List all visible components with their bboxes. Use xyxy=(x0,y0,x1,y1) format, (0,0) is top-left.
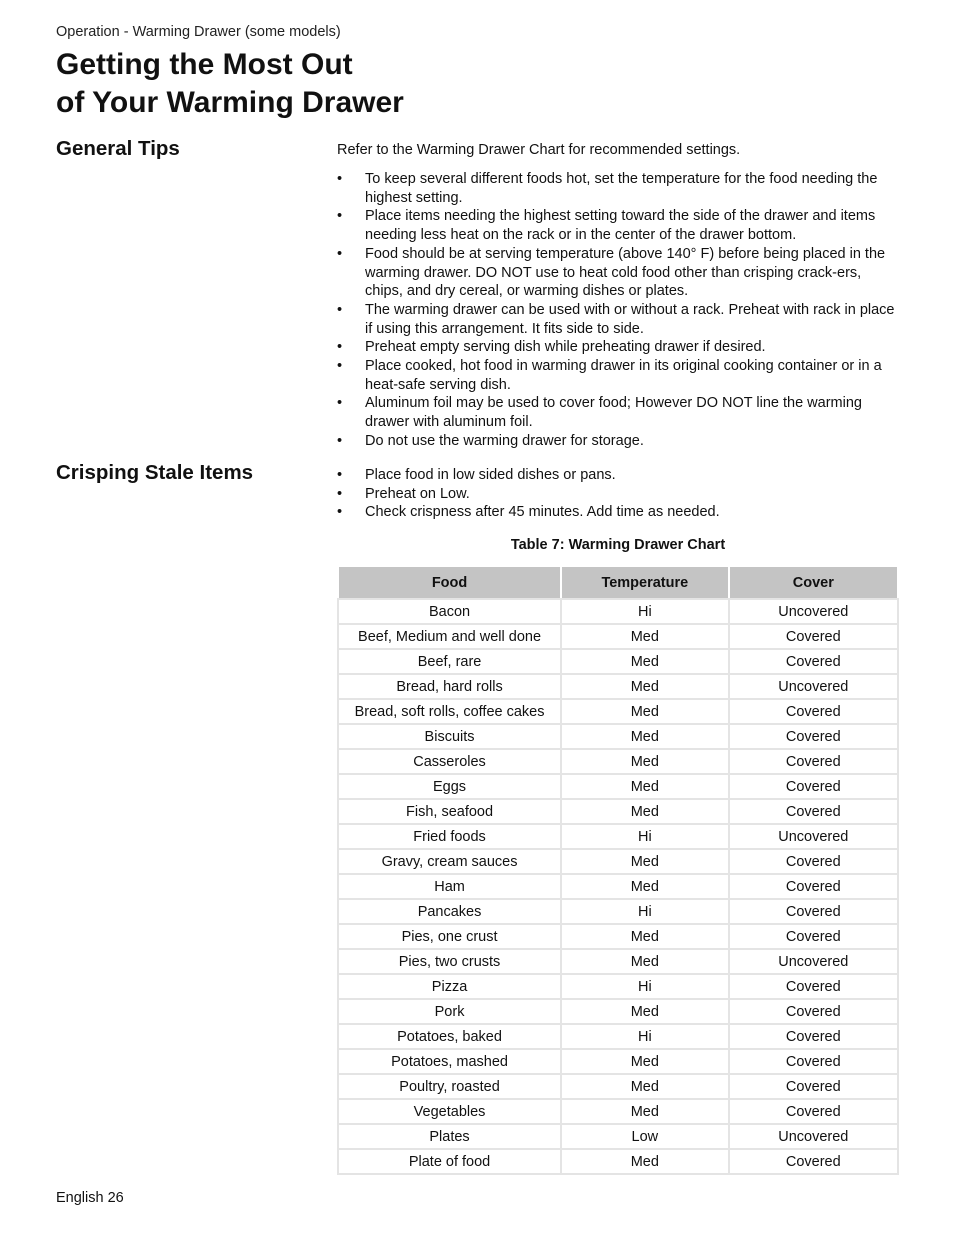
temperature-cell: Med xyxy=(561,874,729,899)
food-cell: Bread, soft rolls, coffee cakes xyxy=(338,699,561,724)
table-row xyxy=(338,1149,898,1174)
list-item-text: Aluminum foil may be used to cover food; However DO NOT line the warming drawer with aluminum foil. xyxy=(365,395,862,431)
list-item-text: Check crispness after 45 minutes. Add time as needed. xyxy=(365,504,720,521)
cover-cell: Covered xyxy=(729,749,898,774)
bullet-icon: • xyxy=(337,171,343,187)
page-number: English 26 xyxy=(56,1190,124,1206)
cover-cell: Covered xyxy=(729,874,898,899)
warming-drawer-chart xyxy=(337,565,899,1175)
table-row xyxy=(338,1074,898,1099)
table-header-row xyxy=(338,566,898,599)
table-row xyxy=(338,599,898,624)
table-row xyxy=(338,1099,898,1124)
table-row xyxy=(338,624,898,649)
cover-cell: Covered xyxy=(729,799,898,824)
list-item-text: Preheat on Low. xyxy=(365,485,470,502)
table-row xyxy=(338,999,898,1024)
temperature-cell: Hi xyxy=(561,599,729,624)
cover-cell: Uncovered xyxy=(729,949,898,974)
cover-cell: Uncovered xyxy=(729,824,898,849)
cover-cell: Covered xyxy=(729,974,898,999)
table-row xyxy=(338,749,898,774)
bullet-icon: • xyxy=(337,245,343,262)
table-row xyxy=(338,924,898,949)
cover-cell: Covered xyxy=(729,649,898,674)
temperature-cell: Med xyxy=(561,1049,729,1074)
cover-cell: Covered xyxy=(729,1099,898,1124)
temperature-cell: Med xyxy=(561,849,729,874)
general-tips-intro: Refer to the Warming Drawer Chart for recommended settings. xyxy=(337,142,741,158)
food-cell: Eggs xyxy=(338,774,561,799)
cover-cell: Covered xyxy=(729,699,898,724)
list-item-text: To keep several different foods hot, set the temperature for the food needing the highest setting. xyxy=(365,171,878,206)
food-cell: Plate of food xyxy=(338,1149,561,1174)
food-cell: Fish, seafood xyxy=(338,799,561,824)
list-item xyxy=(337,207,902,244)
food-cell: Ham xyxy=(338,874,561,899)
cover-cell: Uncovered xyxy=(729,599,898,624)
bullet-icon: • xyxy=(337,432,343,449)
temperature-cell: Med xyxy=(561,674,729,699)
bullet-icon: • xyxy=(337,339,343,356)
food-cell: Beef, Medium and well done xyxy=(338,624,561,649)
food-cell: Pies, two crusts xyxy=(338,949,561,974)
temperature-cell: Med xyxy=(561,699,729,724)
cover-cell: Covered xyxy=(729,1024,898,1049)
list-item-text: Preheat empty serving dish while preheating drawer if desired. xyxy=(365,339,766,356)
list-item xyxy=(337,394,902,431)
bullet-icon: • xyxy=(337,301,343,318)
list-item xyxy=(337,503,902,522)
table-row xyxy=(338,699,898,724)
table-row xyxy=(338,724,898,749)
column-header-temperature: Temperature xyxy=(561,566,729,599)
list-item-text: Place food in low sided dishes or pans. xyxy=(365,467,616,483)
list-item-text: The warming drawer can be used with or without a rack. Preheat with rack in place if using this arrangement. It fits side to side. xyxy=(365,301,895,337)
table-row xyxy=(338,974,898,999)
cover-cell: Uncovered xyxy=(729,674,898,699)
food-cell: Pies, one crust xyxy=(338,924,561,949)
food-cell: Beef, rare xyxy=(338,649,561,674)
running-header: Operation - Warming Drawer (some models) xyxy=(56,24,341,40)
temperature-cell: Med xyxy=(561,749,729,774)
table-row xyxy=(338,774,898,799)
cover-cell: Covered xyxy=(729,849,898,874)
cover-cell: Covered xyxy=(729,1049,898,1074)
cover-cell: Covered xyxy=(729,774,898,799)
bullet-icon: • xyxy=(337,395,343,412)
table-row xyxy=(338,949,898,974)
general-tips-heading: General Tips xyxy=(56,137,180,160)
table-row xyxy=(338,799,898,824)
temperature-cell: Med xyxy=(561,1074,729,1099)
list-item xyxy=(337,432,902,451)
list-item-text: Place cooked, hot food in warming drawer in its original cooking container or in a heat-safe serving dish. xyxy=(365,358,882,393)
cover-cell: Covered xyxy=(729,1074,898,1099)
list-item xyxy=(337,245,902,301)
temperature-cell: Med xyxy=(561,1099,729,1124)
temperature-cell: Med xyxy=(561,649,729,674)
list-item xyxy=(337,357,902,394)
temperature-cell: Med xyxy=(561,799,729,824)
temperature-cell: Low xyxy=(561,1124,729,1149)
bullet-icon: • xyxy=(337,358,343,375)
page-title xyxy=(56,46,404,122)
list-item xyxy=(337,466,902,485)
food-cell: Pancakes xyxy=(338,899,561,924)
table-row xyxy=(338,824,898,849)
table-row xyxy=(338,874,898,899)
bullet-icon: • xyxy=(337,467,343,483)
food-cell: Bread, hard rolls xyxy=(338,674,561,699)
food-cell: Pizza xyxy=(338,974,561,999)
table-row xyxy=(338,674,898,699)
list-item xyxy=(337,301,902,338)
cover-cell: Covered xyxy=(729,999,898,1024)
bullet-icon: • xyxy=(337,208,343,225)
list-item xyxy=(337,338,902,357)
food-cell: Pork xyxy=(338,999,561,1024)
cover-cell: Covered xyxy=(729,899,898,924)
temperature-cell: Med xyxy=(561,724,729,749)
food-cell: Biscuits xyxy=(338,724,561,749)
food-cell: Poultry, roasted xyxy=(338,1074,561,1099)
food-cell: Potatoes, mashed xyxy=(338,1049,561,1074)
table-row xyxy=(338,1024,898,1049)
crisping-list xyxy=(337,466,902,522)
page-title-line-1: Getting the Most Out xyxy=(56,48,353,81)
temperature-cell: Hi xyxy=(561,824,729,849)
cover-cell: Covered xyxy=(729,724,898,749)
general-tips-list xyxy=(337,170,902,451)
table-caption: Table 7: Warming Drawer Chart xyxy=(510,537,726,553)
bullet-icon: • xyxy=(337,504,343,521)
table-row xyxy=(338,899,898,924)
temperature-cell: Med xyxy=(561,1149,729,1174)
list-item-text: Food should be at serving temperature (above 140° F) before being placed in the warming drawer. DO NOT use to heat cold food other than crisping crack-ers, chips, and dry cereal, or warming dishes or plates. xyxy=(365,245,886,300)
table-row xyxy=(338,649,898,674)
cover-cell: Covered xyxy=(729,624,898,649)
list-item-text: Do not use the warming drawer for storage. xyxy=(365,432,644,449)
food-cell: Bacon xyxy=(338,599,561,624)
column-header-food: Food xyxy=(338,566,561,599)
cover-cell: Covered xyxy=(729,924,898,949)
temperature-cell: Hi xyxy=(561,899,729,924)
list-item xyxy=(337,170,902,207)
column-header-cover: Cover xyxy=(729,566,898,599)
list-item xyxy=(337,485,902,504)
temperature-cell: Med xyxy=(561,999,729,1024)
temperature-cell: Med xyxy=(561,774,729,799)
page-title-line-2: of Your Warming Drawer xyxy=(56,86,404,119)
list-item-text: Place items needing the highest setting toward the side of the drawer and items needing less heat on the rack or in the center of the drawer bottom. xyxy=(365,208,876,244)
crisping-heading: Crisping Stale Items xyxy=(56,461,254,484)
temperature-cell: Med xyxy=(561,924,729,949)
table-row xyxy=(338,1124,898,1149)
table-row xyxy=(338,849,898,874)
food-cell: Plates xyxy=(338,1124,561,1149)
table-row xyxy=(338,1049,898,1074)
temperature-cell: Med xyxy=(561,949,729,974)
cover-cell: Uncovered xyxy=(729,1124,898,1149)
food-cell: Fried foods xyxy=(338,824,561,849)
temperature-cell: Hi xyxy=(561,1024,729,1049)
bullet-icon: • xyxy=(337,485,343,502)
food-cell: Potatoes, baked xyxy=(338,1024,561,1049)
temperature-cell: Hi xyxy=(561,974,729,999)
temperature-cell: Med xyxy=(561,624,729,649)
food-cell: Vegetables xyxy=(338,1099,561,1124)
food-cell: Gravy, cream sauces xyxy=(338,849,561,874)
food-cell: Casseroles xyxy=(338,749,561,774)
cover-cell: Covered xyxy=(729,1149,898,1174)
